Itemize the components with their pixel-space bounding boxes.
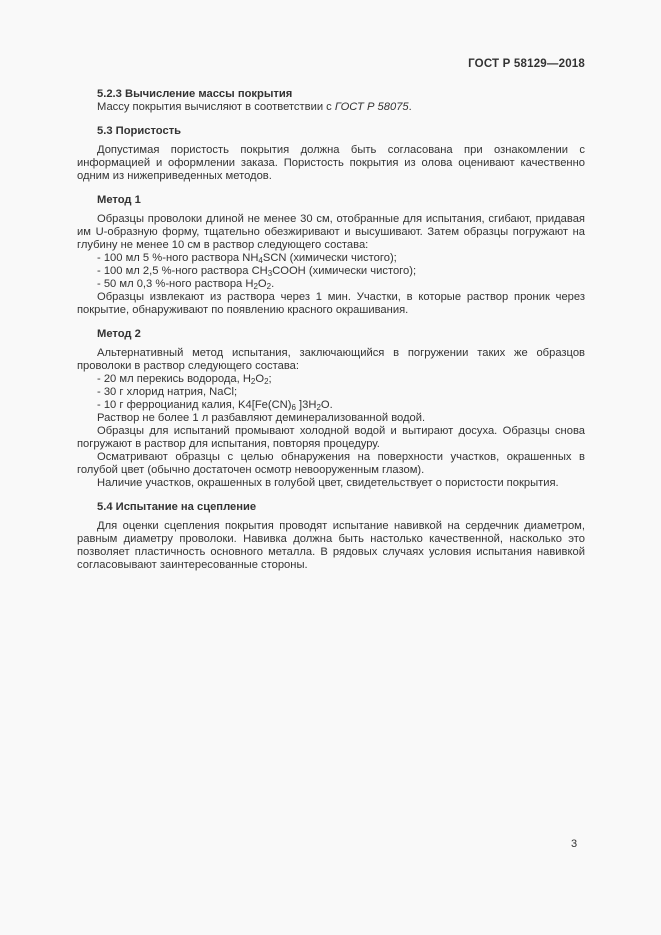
paragraph: Наличие участков, окрашенных в голубой цвет, свидетельствует о пористости покрытия. — [97, 477, 559, 489]
paragraph: Альтернативный метод испытания, заключающийся в погружении таких же образцов проволоки в раствор следующего состава: — [77, 347, 585, 372]
section-heading: Метод 2 — [97, 328, 141, 340]
section-heading: 5.4 Испытание на сцепление — [97, 501, 257, 513]
paragraph: Образцы проволоки длиной не менее 30 см, отобранные для испытания, сгибают, придавая им U-образную форму, тщательно обезжиривают и высушивают. Затем образцы погружают на глубину не менее 10 см в раствор следующего состава: — [77, 213, 585, 251]
list-item: - 100 мл 2,5 %-ного раствора $CH_3COOH$ (химически чистого); — [97, 265, 417, 278]
paragraph: Допустимая пористость покрытия должна быть согласована при ознакомлении с информацией и оформлении заказа. Пористость покрытия из олова оценивают качественно одним из нижеприведенных методов. — [77, 144, 585, 182]
page-number: 3 — [571, 838, 578, 850]
paragraph: Образцы извлекают из раствора через 1 мин. Участки, в которые раствор проник через покрытие, обнаруживают по появлению красного окрашивания. — [77, 291, 585, 316]
standard-number-header: ГОСТ Р 58129—2018 — [468, 58, 585, 70]
section-heading: 5.2.3 Вычисление массы покрытия — [97, 88, 293, 100]
list-item: - 20 мл перекись водорода, $H_2O_2$; — [97, 373, 272, 386]
list-item: - 30 г хлорид натрия, NaCl; — [97, 386, 238, 398]
paragraph: Массу покрытия вычисляют в соответствии с ГОСТ Р 58075. — [97, 101, 412, 113]
list-item: - 50 мл 0,3 %-ного раствора $H_2O_2$. — [97, 278, 275, 291]
paragraph: Для оценки сцепления покрытия проводят испытание навивкой на сердечник диаметром, равным диаметру проволоки. Навивка должна быть настолько качественной, насколько это позволяет пластичность основного металла. В рядовых случаях условия испытания навивкой согласовывают заинтересованные стороны. — [77, 520, 585, 571]
section-heading: 5.3 Пористость — [97, 125, 182, 137]
list-item: - 10 г ферроцианид калия, $K4[Fe(CN)_6$ ]$3H_2O$. — [97, 399, 333, 412]
paragraph: Осматривают образцы с целью обнаружения на поверхности участков, окрашенных в голубой цвет (обычно достаточен осмотр невооруженным глазом). — [77, 451, 585, 476]
document-content — [77, 88, 585, 572]
section-heading: Метод 1 — [97, 194, 141, 206]
list-item: - 100 мл 5 %-ного раствора $NH_4SCN$ (химически чистого); — [97, 252, 397, 265]
paragraph: Образцы для испытаний промывают холодной водой и вытирают досуха. Образцы снова погружают в раствор для испытания, повторяя процедуру. — [77, 425, 585, 450]
paragraph: Раствор не более 1 л разбавляют деминерализованной водой. — [97, 412, 426, 424]
